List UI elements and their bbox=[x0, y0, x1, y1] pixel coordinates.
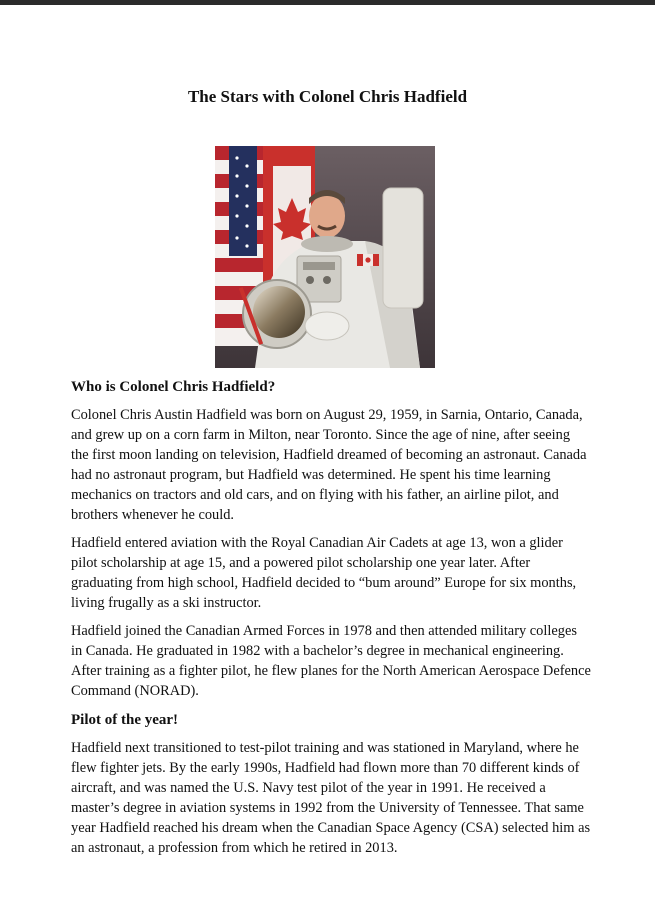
document-title: The Stars with Colonel Chris Hadfield bbox=[187, 87, 468, 106]
paragraph-aviation-start: Hadfield entered aviation with the Royal Canadian Air Cadets at age 13, won a glider pilot scholarship at age 15, and a powered pilot scholarship one year later. After graduating from high school, Hadfield decided to “bum around” Europe for six months, living frugally as a ski instructor. bbox=[71, 535, 577, 611]
astronaut-portrait-illustration bbox=[215, 146, 435, 368]
section-heading-pilot-of-year: Pilot of the year! bbox=[71, 712, 179, 728]
paragraph-test-pilot: Hadfield next transitioned to test-pilot training and was stationed in Maryland, where he flew fighter jets. By the early 1990s, Hadfield had flown more than 70 different kinds of aircraft, and was named the U.S. Navy test pilot of the year in 1991. He received a master’s degree in aviation systems in 1992 from the University of Tennessee. That same year Hadfield reached his dream when the Canadian Space Agency (CSA) selected him as an astronaut, a profession from which he retired in 2013. bbox=[71, 740, 591, 856]
article-body bbox=[71, 376, 591, 866]
paragraph-armed-forces: Hadfield joined the Canadian Armed Forces in 1978 and then attended military colleges in Canada. He graduated in 1982 with a bachelor’s degree in mechanical engineering. After training as a fighter pilot, he flew planes for the North American Aerospace Defence Command (NORAD). bbox=[71, 623, 591, 699]
section-heading-who-is: Who is Colonel Chris Hadfield? bbox=[71, 379, 276, 395]
astronaut-portrait-photo bbox=[215, 146, 435, 368]
paragraph-early-life: Colonel Chris Austin Hadfield was born on August 29, 1959, in Sarnia, Ontario, Canada, and grew up on a corn farm in Milton, near Toronto. Since the age of nine, after seeing the first moon landing on television, Hadfield dreamed of becoming an astronaut. Canada had no astronaut program, but Hadfield was determined. He spent his time learning mechanics on tractors and old cars, and on flying with his father, an airline pilot, and brothers whenever he could. bbox=[71, 407, 587, 523]
